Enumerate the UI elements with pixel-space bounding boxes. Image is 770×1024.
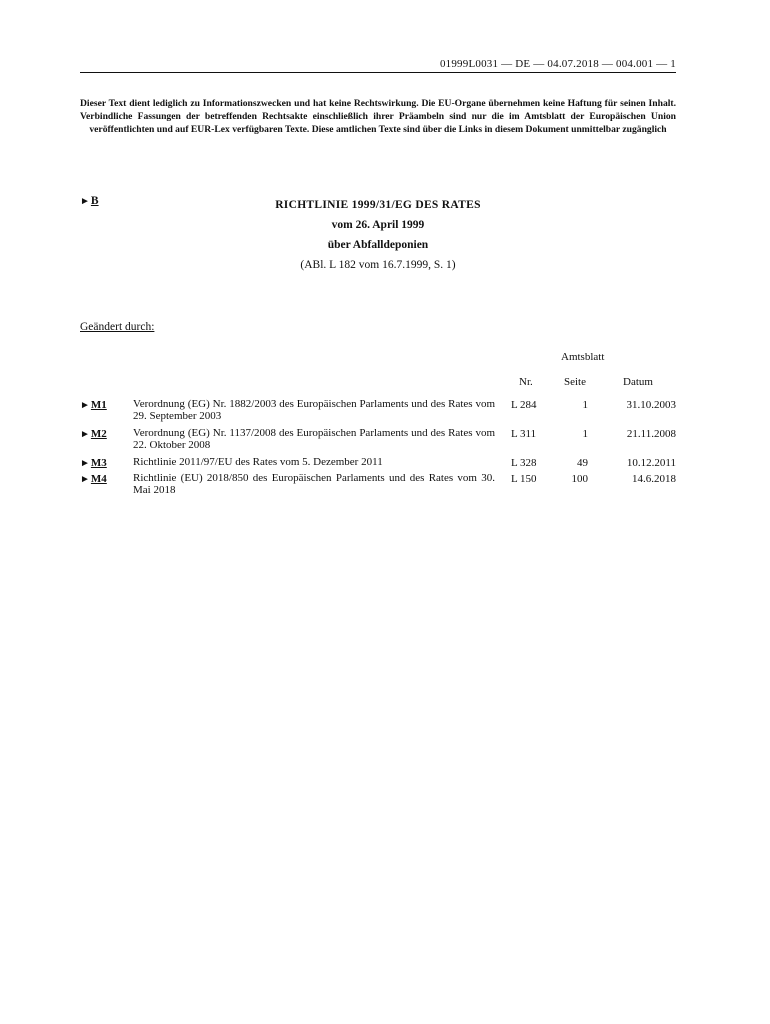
amendment-marker[interactable] (80, 428, 107, 440)
base-act-code-link[interactable]: B (90, 195, 99, 207)
amendment-journal-nr: L 311 (511, 428, 537, 440)
amendment-page: 49 (577, 457, 588, 469)
amendment-page: 1 (582, 428, 588, 440)
amendment-date: 14.6.2018 (632, 473, 676, 485)
base-act-marker[interactable] (80, 195, 99, 207)
triangle-marker-icon: ► (80, 400, 90, 411)
column-header-page: Seite (564, 376, 586, 388)
column-header-nr: Nr. (519, 376, 533, 388)
amendment-journal-nr: L 284 (511, 399, 537, 411)
amendment-marker[interactable] (80, 473, 107, 485)
amendment-description: Richtlinie 2011/97/EU des Rates vom 5. Dezember 2011 (133, 456, 383, 468)
amendment-page: 100 (571, 473, 588, 485)
amendment-code-link[interactable]: M1 (90, 399, 107, 411)
amendment-marker[interactable] (80, 457, 107, 469)
amendment-description: Verordnung (EG) Nr. 1882/2003 des Europäischen Parlaments und des Rates vom 29. September 2003 (133, 398, 495, 422)
amendment-code-link[interactable]: M2 (90, 428, 107, 440)
amendment-date: 10.12.2011 (626, 457, 676, 469)
amendment-journal-nr: L 150 (511, 473, 537, 485)
amendment-description: Richtlinie (EU) 2018/850 des Europäischen Parlaments und des Rates vom 30. Mai 2018 (133, 472, 495, 496)
act-date: vom 26. April 1999 (331, 219, 425, 231)
amendment-code-link[interactable]: M3 (90, 457, 107, 469)
act-title-block (160, 195, 596, 275)
amendment-date: 21.11.2008 (626, 428, 676, 440)
disclaimer-text: Dieser Text dient lediglich zu Informationszwecken und hat keine Rechtswirkung. Die EU-Organe übernehmen keine Haftung für seinen Inhalt. Verbindliche Fassungen der betreffenden Rechtsakte einschließlich ihrer Präambeln sind nur die im Amtsblatt der Europäischen Union veröffentlichten und auf EUR-Lex verfügbaren Texte. Diese amtlichen Texte sind über die Links in diesem Dokument unmittelbar zugänglich (80, 98, 676, 135)
act-subject: über Abfalldeponien (327, 239, 429, 251)
act-title: RICHTLINIE 1999/31/EG DES RATES (275, 199, 481, 211)
triangle-marker-icon: ► (80, 196, 90, 207)
amendment-page: 1 (582, 399, 588, 411)
amendment-marker[interactable] (80, 399, 107, 411)
amendment-code-link[interactable]: M4 (90, 473, 107, 485)
amended-by-label: Geändert durch: (80, 321, 155, 333)
triangle-marker-icon: ► (80, 429, 90, 440)
triangle-marker-icon: ► (80, 458, 90, 469)
journal-column-header: Amtsblatt (561, 351, 605, 363)
triangle-marker-icon: ► (80, 474, 90, 485)
act-journal-reference: (ABl. L 182 vom 16.7.1999, S. 1) (300, 259, 456, 271)
header-divider (80, 72, 676, 73)
page-header-reference: 01999L0031 — DE — 04.07.2018 — 004.001 — 1 (439, 58, 676, 70)
amendment-description: Verordnung (EG) Nr. 1137/2008 des Europäischen Parlaments und des Rates vom 22. Oktober 2008 (133, 427, 495, 451)
amendment-journal-nr: L 328 (511, 457, 537, 469)
column-header-date: Datum (623, 376, 653, 388)
amendment-date: 31.10.2003 (626, 399, 676, 411)
